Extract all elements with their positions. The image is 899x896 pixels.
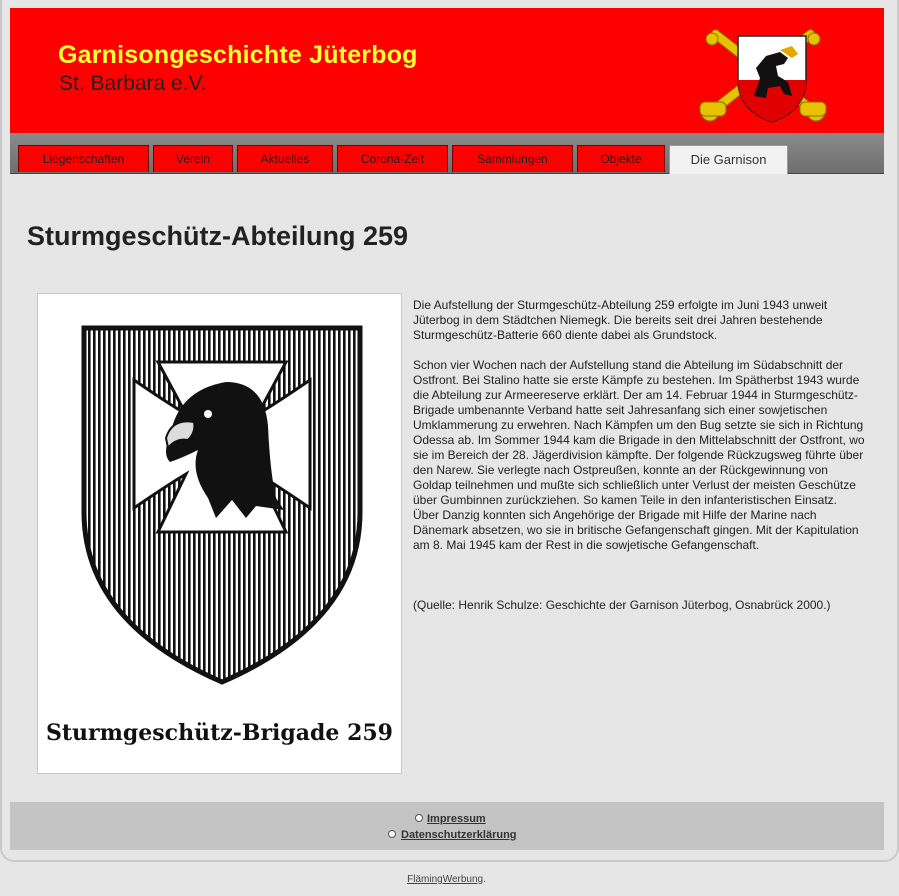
crest-caption: Sturmgeschütz-Brigade 259 xyxy=(46,720,393,746)
impressum-link[interactable]: Impressum xyxy=(427,813,486,825)
footer xyxy=(10,802,884,850)
nav-tab-aktuelles[interactable]: Aktuelles xyxy=(237,145,333,172)
article-body xyxy=(413,298,865,628)
brigade-shield-illustration xyxy=(78,322,368,702)
nav-tab-sammlungen[interactable]: Sammlungen xyxy=(452,145,573,172)
article-paragraph: Schon vier Wochen nach der Aufstellung stand die Abteilung im Südabschnitt der Ostfront. Bei Stalino hatte sie erste Kämpfe zu bestehen. Im Spätherbst 1943 wurde die Abteilung zur Armeereserve erklärt. Der am 14. Februar 1944 in Sturmgeschütz-Brigade umbenannte Verband hatte seit Jahresanfang sich einer sowjetischen Umklammerung zu erwehren. Nach Kämpfen um den Bug setzte sie sich in Richtung Odessa ab. Im Sommer 1944 kam die Brigade in den Mittelabschnitt der Ostfront, wo sie im Bereich der 28. Jägerdivision kämpfte. Der folgende Rückzugsweg führte über den Narew. Sie verlegte nach Ostpreußen, konnte an der Rückgewinnung von Goldap teilnehmen und mußte sich schließlich unter Verlust der meisten Geschütze über Gumbinnen zurückziehen. So kamen Teile in den infanteristischen Einsatz. Über Danzig konnten sich Angehörige der Brigade mit Hilfe der Marine nach Dänemark absetzen, wo sie in britische Gefangenschaft gingen. Mit der Kapitulation am 8. Mai 1945 kam der Rest in die sowjetische Gefangenschaft. xyxy=(413,358,865,552)
credit-line xyxy=(0,874,893,885)
brigade-crest-image xyxy=(37,293,402,774)
credit-link[interactable]: FlämingWerbung xyxy=(407,874,484,885)
site-header xyxy=(10,8,884,133)
main-navigation xyxy=(10,133,884,174)
article-paragraph: Die Aufstellung der Sturmgeschütz-Abteilung 259 erfolgte im Juni 1943 unweit Jüterbog in dem Städtchen Niemegk. Die bereits seit drei Jahren bestehende Sturmgeschütz-Batterie 660 diente dabei als Grundstock. xyxy=(413,298,828,342)
nav-tab-corona-zeit[interactable]: Corona-Zeit xyxy=(337,145,448,172)
garrison-crest-logo[interactable] xyxy=(688,22,838,127)
bullet-icon xyxy=(415,814,423,822)
credit-suffix: . xyxy=(483,874,486,885)
site-title[interactable]: Garnisongeschichte Jüterbog xyxy=(58,41,418,69)
bullet-icon xyxy=(388,830,396,838)
nav-tab-liegenschaften[interactable]: Liegenschaften xyxy=(18,145,149,172)
nav-tab-verein[interactable]: Verein xyxy=(153,145,233,172)
nav-tab-die-garnison[interactable]: Die Garnison xyxy=(669,145,788,174)
article-source: (Quelle: Henrik Schulze: Geschichte der Garnison Jüterbog, Osnabrück 2000.) xyxy=(413,598,831,612)
site-subtitle: St. Barbara e.V. xyxy=(59,72,207,95)
page-title: Sturmgeschütz-Abteilung 259 xyxy=(27,221,409,251)
datenschutz-link[interactable]: Datenschutzerklärung xyxy=(401,829,517,841)
nav-tab-objekte[interactable]: Objekte xyxy=(577,145,665,172)
